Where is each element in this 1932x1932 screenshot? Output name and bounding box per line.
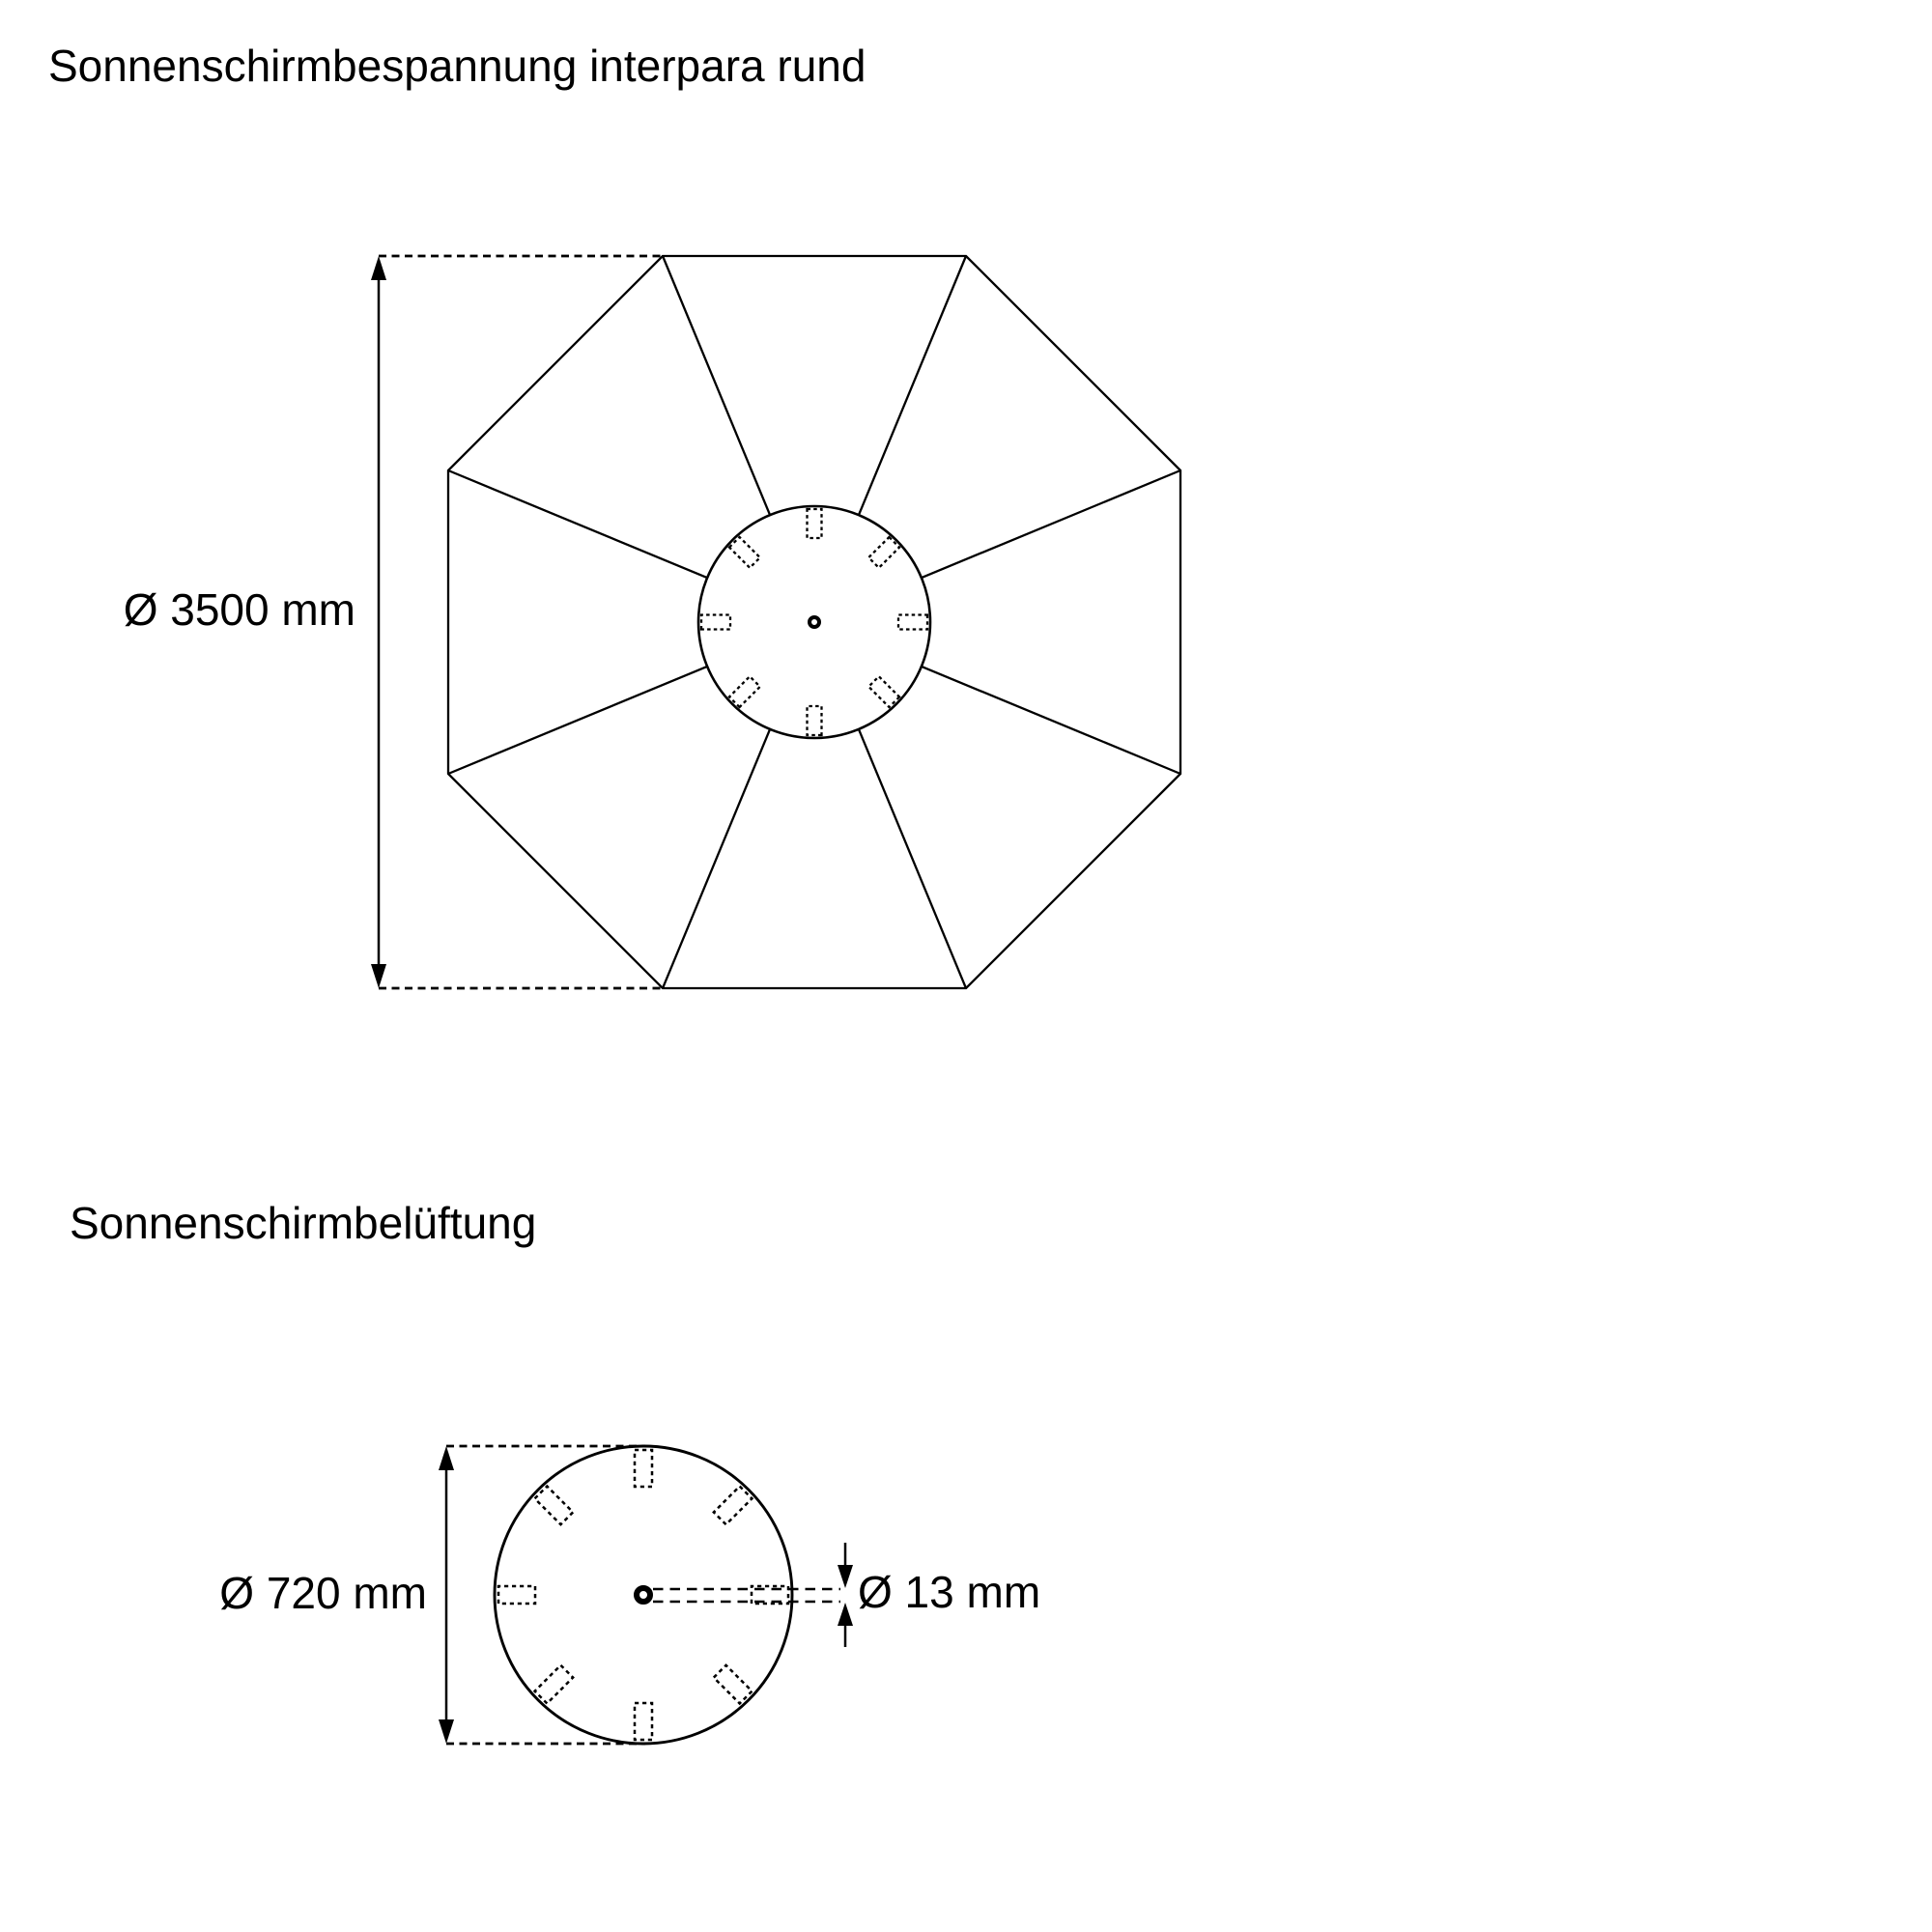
canopy-diagram-title: Sonnenschirmbespannung interpara rund (48, 41, 867, 91)
hole-dim-arrowhead-up-icon (838, 1603, 853, 1626)
canopy-diagram (124, 256, 1180, 988)
ventilation-diagram-title: Sonnenschirmbelüftung (70, 1198, 537, 1248)
disc-center-hole-ring (637, 1588, 650, 1602)
disc-dim-arrowhead-down-icon (439, 1719, 454, 1744)
disc-dim-arrowhead-up-icon (439, 1446, 454, 1470)
hub-center-ring (810, 617, 819, 627)
canopy-dim-arrowhead-down-icon (371, 964, 386, 988)
canopy-diameter-label: Ø 3500 mm (123, 584, 355, 635)
disc-diameter-label: Ø 720 mm (219, 1568, 427, 1618)
hole-dim-arrowhead-down-icon (838, 1565, 853, 1588)
canopy-dim-arrowhead-up-icon (371, 256, 386, 280)
hole-diameter-label: Ø 13 mm (858, 1567, 1041, 1617)
ventilation-diagram (219, 1446, 1040, 1744)
